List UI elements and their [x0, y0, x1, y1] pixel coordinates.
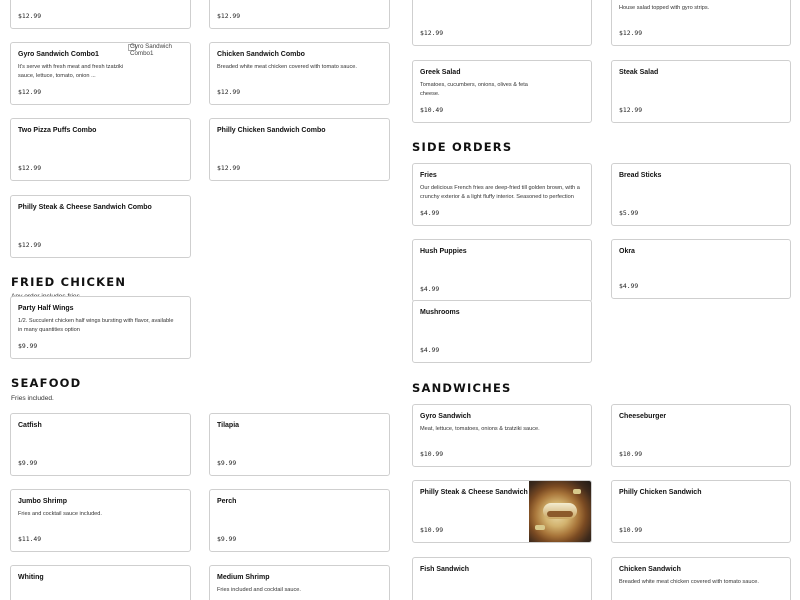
item-name: Philly Chicken Sandwich: [619, 489, 702, 496]
menu-item-card[interactable]: [10, 296, 191, 359]
fries-piece: [535, 525, 545, 530]
menu-item-card[interactable]: [209, 0, 390, 29]
item-name: Mushrooms: [420, 309, 460, 316]
item-name: Medium Shrimp: [217, 574, 270, 581]
section-title-seafood: SEAFOOD: [11, 376, 82, 390]
fries-piece: [573, 489, 581, 494]
section-title-sandwiches: SANDWICHES: [412, 381, 512, 395]
item-name: Party Half Wings: [18, 305, 74, 312]
item-price: $12.99: [217, 12, 241, 20]
menu-item-card[interactable]: [412, 239, 592, 302]
item-description: Breaded white meat chicken covered with tomato sauce.: [619, 579, 759, 585]
item-price: $5.99: [619, 209, 639, 217]
item-name: Okra: [619, 248, 635, 255]
item-price: $11.49: [18, 535, 42, 543]
section-title-fried-chicken: FRIED CHICKEN: [11, 275, 127, 289]
menu-item-card[interactable]: [412, 0, 592, 46]
item-name: Perch: [217, 498, 237, 505]
item-price: $4.99: [420, 346, 440, 354]
menu-item-card[interactable]: [209, 413, 390, 476]
item-price: $4.99: [420, 285, 440, 293]
item-name: Philly Chicken Sandwich Combo: [217, 127, 326, 134]
item-name: Fries: [420, 172, 437, 179]
item-price: $10.99: [420, 526, 444, 534]
menu-item-card[interactable]: [10, 42, 191, 105]
item-name: Fish Sandwich: [420, 566, 470, 573]
item-description: Meat, lettuce, tomatoes, onions & tzatziki sauce.: [420, 426, 540, 432]
item-price: $12.99: [18, 88, 42, 96]
item-name: Philly Steak & Cheese Sandwich: [420, 489, 528, 496]
sandwich-meat: [547, 511, 573, 517]
item-price: $10.99: [619, 450, 643, 458]
menu-item-card[interactable]: [10, 489, 191, 552]
item-price: $12.99: [217, 88, 241, 96]
item-description: It's serve with fresh meat and fresh tzatziki sauce, lettuce, tomato, onion ...: [18, 64, 124, 79]
menu-item-card[interactable]: [611, 480, 791, 543]
menu-item-card[interactable]: [209, 565, 390, 600]
item-description: Fries included and cocktail sauce.: [217, 587, 301, 593]
item-image-broken: [128, 43, 190, 104]
item-price: $9.99: [18, 459, 38, 467]
item-name: Tilapia: [217, 422, 240, 429]
menu-item-card[interactable]: [10, 118, 191, 181]
menu-item-card[interactable]: [209, 42, 390, 105]
menu-item-card[interactable]: [209, 118, 390, 181]
menu-item-card[interactable]: [412, 300, 592, 363]
menu-item-card[interactable]: [10, 565, 191, 600]
item-name: Steak Salad: [619, 69, 659, 76]
item-description: Fries and cocktail sauce included.: [18, 511, 102, 517]
item-price: $12.99: [619, 106, 643, 114]
item-price: $10.99: [420, 450, 444, 458]
item-description: House salad topped with gyro strips.: [619, 5, 710, 11]
menu-item-card[interactable]: [611, 60, 791, 123]
item-price: $9.99: [217, 459, 237, 467]
item-name: Chicken Sandwich: [619, 566, 681, 573]
menu-item-card[interactable]: [412, 404, 592, 467]
item-name: Philly Steak & Cheese Sandwich Combo: [18, 204, 152, 211]
item-description: Tomatoes, cucumbers, onions, olives & feta cheese.: [420, 82, 528, 97]
item-name: Catfish: [18, 422, 42, 429]
menu-item-card[interactable]: [611, 557, 791, 600]
menu-item-card[interactable]: [412, 480, 592, 543]
menu-item-card[interactable]: [10, 413, 191, 476]
item-price: $10.99: [619, 526, 643, 534]
item-name: Gyro Sandwich: [420, 413, 471, 420]
section-title-side-orders: SIDE ORDERS: [412, 140, 513, 154]
sandwich-photo: [529, 481, 591, 542]
item-price: $12.99: [619, 29, 643, 37]
menu-item-card[interactable]: [412, 163, 592, 226]
item-price: $12.99: [18, 241, 42, 249]
item-name: Whiting: [18, 574, 44, 581]
menu-item-card[interactable]: [10, 195, 191, 258]
item-price: $12.99: [18, 12, 42, 20]
item-price: $4.99: [619, 282, 639, 290]
item-description: Breaded white meat chicken covered with tomato sauce.: [217, 64, 357, 70]
item-price: $12.99: [217, 164, 241, 172]
menu-item-card[interactable]: [611, 0, 791, 46]
item-name: Hush Puppies: [420, 248, 467, 255]
item-name: Greek Salad: [420, 69, 461, 76]
menu-item-card[interactable]: [10, 0, 191, 29]
item-description: 1/2. Succulent chicken half wings bursting with flavor, available in many quantities option: [18, 318, 174, 333]
item-name: Cheeseburger: [619, 413, 667, 420]
item-description: Our delicious French fries are deep-fried till golden brown, with a crunchy exterior & a light fluffy interior. Seasoned to perfection: [420, 185, 580, 200]
item-name: Jumbo Shrimp: [18, 498, 68, 505]
menu-item-card[interactable]: [611, 163, 791, 226]
item-name: Gyro Sandwich Combo1: [18, 51, 99, 58]
item-price: $9.99: [18, 342, 38, 350]
section-subtitle-seafood: Fries included.: [11, 395, 54, 402]
item-price: $12.99: [420, 29, 444, 37]
menu-item-card[interactable]: [412, 557, 592, 600]
menu-item-card[interactable]: [209, 489, 390, 552]
item-price: $9.99: [217, 535, 237, 543]
item-price: $12.99: [18, 164, 42, 172]
menu-item-card[interactable]: [611, 404, 791, 467]
item-name: Chicken Sandwich Combo: [217, 51, 305, 58]
menu-item-card[interactable]: [611, 239, 791, 299]
item-price: $10.49: [420, 106, 444, 114]
item-name: Two Pizza Puffs Combo: [18, 127, 97, 134]
item-name: Bread Sticks: [619, 172, 662, 179]
item-price: $4.99: [420, 209, 440, 217]
menu-item-card[interactable]: [412, 60, 592, 123]
image-alt-text: Gyro Sandwich Combo1: [130, 43, 172, 57]
